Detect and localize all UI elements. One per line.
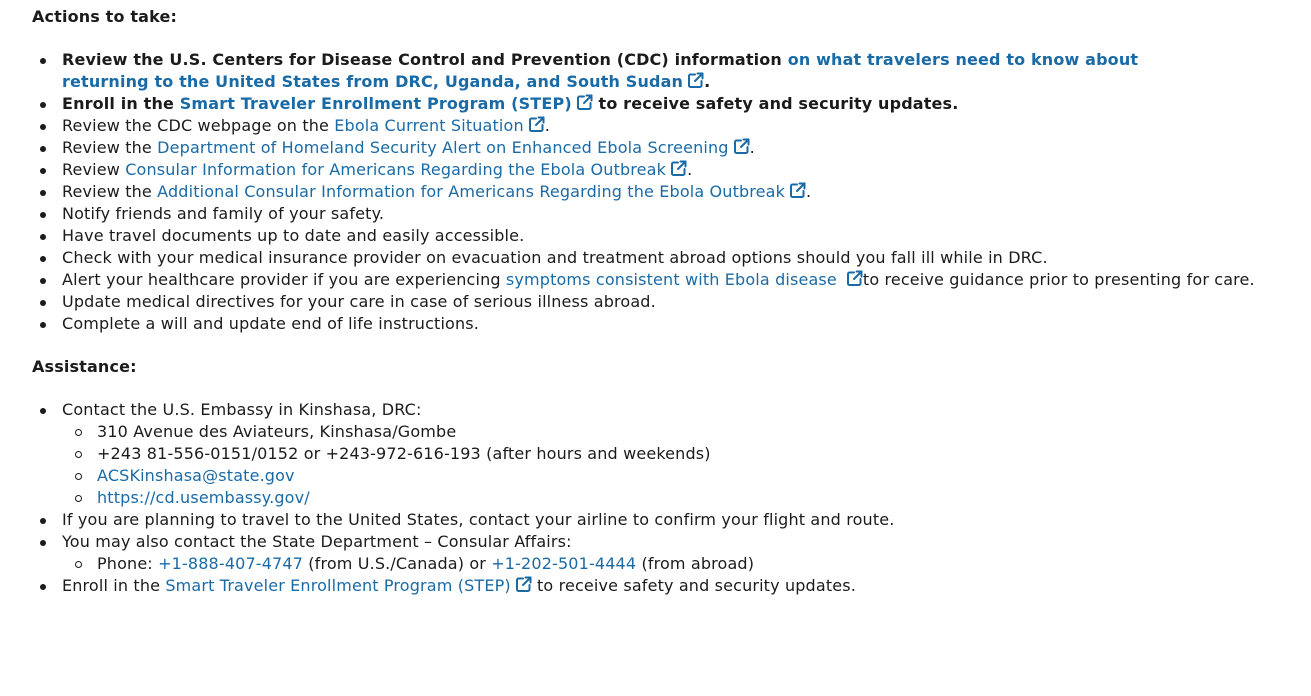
embassy-website-item (62, 487, 1311, 509)
dhs-alert-link[interactable]: Department of Homeland Security Alert on Enhanced Ebola Screening (157, 138, 749, 157)
embassy-website-link[interactable]: https://cd.usembassy.gov/ (97, 488, 310, 507)
embassy-contact-list (62, 421, 1311, 509)
list-item (32, 509, 1311, 531)
list-item (32, 291, 1311, 313)
item-text: Review the U.S. Centers for Disease Control and Prevention (CDC) information (62, 50, 788, 69)
ebola-current-situation-link[interactable]: Ebola Current Situation (334, 116, 545, 135)
list-item (32, 247, 1311, 269)
assistance-heading: Assistance: (32, 357, 137, 376)
item-text: Enroll in the (62, 576, 166, 595)
state-department-contact-list (62, 553, 1311, 575)
external-link-icon (515, 576, 532, 593)
external-link-icon (576, 94, 593, 111)
item-text: Notify friends and family of your safety. (62, 204, 385, 223)
actions-list (32, 49, 1311, 335)
item-text: . (749, 138, 755, 157)
item-text: to receive safety and security updates. (592, 94, 959, 113)
list-item (32, 115, 1311, 137)
list-item (32, 181, 1311, 203)
item-text: Alert your healthcare provider if you are experiencing (62, 270, 506, 289)
actions-heading: Actions to take: (32, 7, 177, 26)
external-link-icon (846, 270, 863, 287)
phone-us-link[interactable]: +1-888-407-4747 (158, 554, 304, 573)
embassy-email-link[interactable]: ACSKinshasa@state.gov (97, 466, 295, 485)
external-link-icon (789, 182, 806, 199)
phone-abroad-link[interactable]: +1-202-501-4444 (491, 554, 637, 573)
item-text: Review the CDC webpage on the (62, 116, 335, 135)
item-text: Review the (62, 182, 158, 201)
item-text: Have travel documents up to date and easily accessible. (62, 226, 525, 245)
item-text: . (687, 160, 693, 179)
list-item (32, 575, 1311, 597)
list-item (32, 399, 1311, 509)
item-text: to receive safety and security updates. (531, 576, 856, 595)
assistance-list (32, 399, 1311, 597)
cdc-returning-travelers-link[interactable]: on what travelers need to know about returning to the United States from DRC, Uganda, and South Sudan (62, 50, 1139, 91)
step-enrollment-link[interactable]: Smart Traveler Enrollment Program (STEP) (165, 576, 531, 595)
item-text: If you are planning to travel to the United States, contact your airline to confirm your flight and route. (62, 510, 895, 529)
list-item (32, 225, 1311, 247)
list-item (32, 137, 1311, 159)
item-text: Check with your medical insurance provider on evacuation and treatment abroad options should you fall ill while in DRC. (62, 248, 1048, 267)
embassy-email-item (62, 465, 1311, 487)
item-text: . (806, 182, 812, 201)
external-link-icon (528, 116, 545, 133)
additional-consular-information-link[interactable]: Additional Consular Information for Americans Regarding the Ebola Outbreak (157, 182, 806, 201)
step-enrollment-link[interactable]: Smart Traveler Enrollment Program (STEP) (180, 94, 593, 113)
list-item (32, 93, 1311, 115)
item-text: Enroll in the (62, 94, 180, 113)
item-text: Review (62, 160, 126, 179)
list-item (32, 531, 1311, 575)
list-item (32, 203, 1311, 225)
external-link-icon (670, 160, 687, 177)
list-item (32, 313, 1311, 335)
list-item (32, 159, 1311, 181)
external-link-icon (687, 72, 704, 89)
item-text: Review the (62, 138, 158, 157)
item-text: Contact the U.S. Embassy in Kinshasa, DRC: (62, 400, 422, 419)
item-text: Complete a will and update end of life instructions. (62, 314, 480, 333)
item-text: to receive guidance prior to presenting for care. (862, 270, 1255, 289)
item-text: . (544, 116, 551, 135)
external-link-icon (733, 138, 750, 155)
item-text: . (704, 72, 711, 91)
embassy-phone: +243 81-556-0151/0152 or +243-972-616-193 (after hours and weekends) (62, 443, 1311, 465)
consular-information-link[interactable]: Consular Information for Americans Regarding the Ebola Outbreak (125, 160, 687, 179)
embassy-address: 310 Avenue des Aviateurs, Kinshasa/Gombe (62, 421, 1311, 443)
item-text: Update medical directives for your care in case of serious illness abroad. (62, 292, 656, 311)
list-item (32, 269, 1311, 291)
list-item (32, 49, 1192, 93)
ebola-symptoms-link[interactable]: symptoms consistent with Ebola disease (506, 270, 863, 289)
item-text: You may also contact the State Department – Consular Affairs: (62, 532, 572, 551)
state-department-phone: Phone: +1-888-407-4747 (from U.S./Canada) or +1-202-501-4444 (from abroad) (62, 553, 1311, 575)
